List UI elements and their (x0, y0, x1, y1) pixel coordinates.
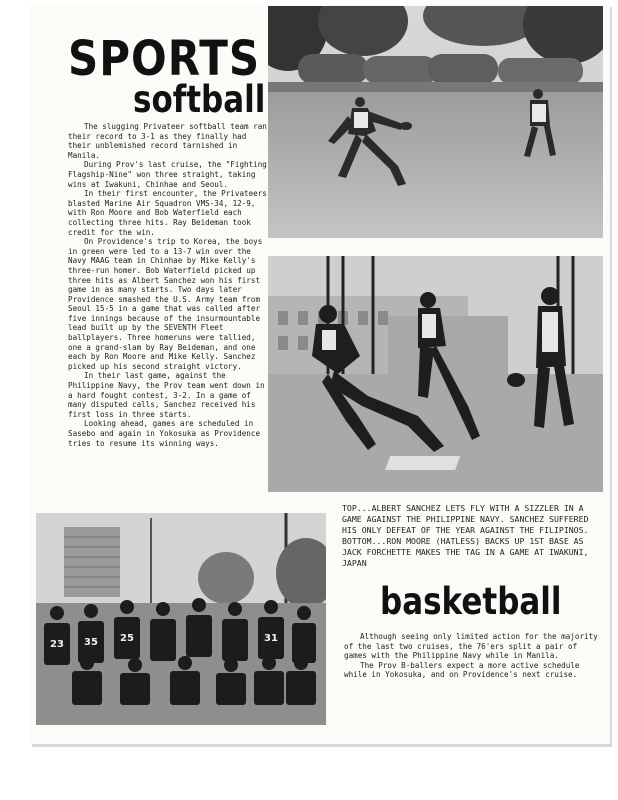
first-base-photo (268, 256, 603, 492)
jersey-number: 31 (264, 633, 278, 644)
pitcher-photo (268, 6, 603, 238)
basketball-article (344, 632, 604, 680)
jersey-number: 23 (50, 639, 64, 650)
photo-caption: TOP...ALBERT SANCHEZ LETS FLY WITH A SIZZLER IN A GAME AGAINST THE PHILIPPINE NAVY. SANCHEZ SUFFERED HIS ONLY DEFEAT OF THE YEAR AGAINST THE FILIPINOS. BOTTOM...RON MOORE (HATLESS) BACKS UP 1ST BASE AS JACK FORCHETTE MAKES THE TAG IN A GAME AT IWAKUNI, JAPAN (342, 503, 589, 568)
article-paragraph: Looking ahead, games are scheduled in Sasebo and again in Yokosuka as Providence tries to resume its winning ways. (68, 419, 261, 448)
jersey-number: 35 (84, 637, 98, 648)
article-paragraph: In their last game, against the Philippine Navy, the Prov team went down in a hard fought contest, 3-2. In a game of many disputed calls, Sanchez received his first loss in three starts. (68, 371, 265, 419)
article-paragraph: The slugging Privateer softball team ran their record to 3-1 as they finally had their unblemished record tarnished in Manila. (68, 122, 267, 160)
article-paragraph: In their first encounter, the Privateers blasted Marine Air Squadron VMS-34, 12-9, with Ron Moore and Bob Waterfield each collecting three hits. Ray Beideman took credit for the win. (68, 189, 267, 237)
basketball-heading: basketball (380, 580, 562, 624)
article-paragraph: During Prov's last cruise, the "Fighting Flagship-Nine" won three straight, taking wins at Iwakuni, Chinhae and Seoul. (68, 160, 267, 189)
article-paragraph: On Providence's trip to Korea, the boys in green were led to a 13-7 win over the Navy MAAG team in Chinhae by Mike Kelly's three-run homer. Bob Waterfield picked up three hits as Albert Sanchez won his first game in as many starts. Two days later Providence smashed the U.S. Army team from Seoul 15-5 in a game that was called after five innings because of the insurmountable lead built up by the SEVENTH Fleet ballplayers. Three homeruns were tallied, one a grand-slam by Ray Beideman, and one each by Ron Moore and Mike Kelly. Sanchez picked up his second straight victory. (68, 237, 263, 371)
jersey-number: 25 (120, 633, 134, 644)
softball-article (68, 122, 268, 448)
sports-heading: SPORTS (68, 30, 261, 87)
basketball-team-photo (36, 513, 326, 725)
article-paragraph: The Prov B-ballers expect a more active schedule while in Yokosuka, and on Providence's next cruise. (344, 660, 580, 680)
article-paragraph: Although seeing only limited action for the majority of the last two cruises, the 76'ers split a pair of games with the Philippine Navy while in Manila. (344, 632, 598, 661)
softball-heading: softball (133, 78, 266, 122)
